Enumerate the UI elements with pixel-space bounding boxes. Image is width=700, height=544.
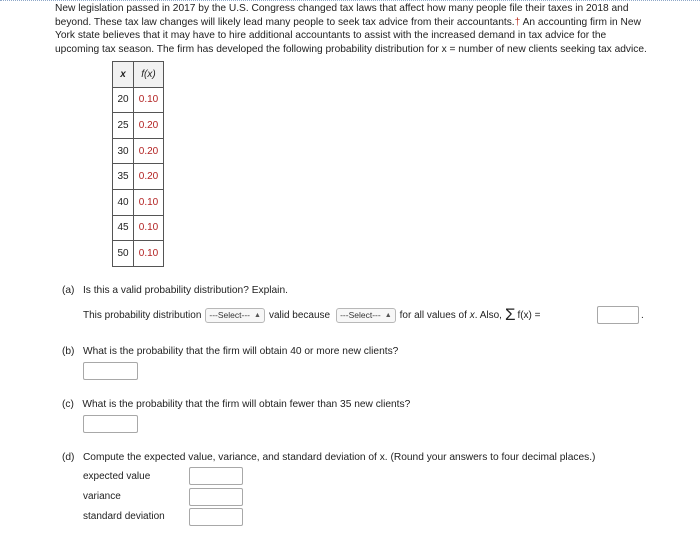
standard-deviation-input[interactable]: [189, 508, 243, 526]
table-row: [113, 215, 164, 241]
part-a-text-1: This probability distribution: [83, 309, 202, 321]
part-c-question-text: What is the probability that the firm will obtain fewer than 35 new clients?: [82, 399, 411, 410]
validity-select-value: ---Select---: [209, 310, 250, 320]
fx-cell: 0.20: [134, 164, 164, 190]
validity-select[interactable]: [205, 308, 265, 323]
part-a-text-2: valid because: [268, 309, 331, 321]
intro-line-2-text: beyond. These tax law changes will likely lead many people to seek tax advice from their accountants.: [55, 16, 515, 28]
part-c-question: [62, 399, 410, 410]
top-border: [0, 0, 700, 1]
header-x: x: [113, 62, 134, 88]
x-cell: 35: [113, 164, 134, 190]
part-b-answer-input[interactable]: [83, 362, 138, 380]
table-row: [113, 87, 164, 113]
sum-fx-input[interactable]: [597, 306, 639, 324]
part-a-question-text: Is this a valid probability distribution? Explain.: [82, 285, 288, 296]
fx-cell: 0.10: [134, 189, 164, 215]
part-d-label: (d): [62, 452, 75, 463]
intro-line-2: [55, 16, 685, 30]
table-row: [113, 189, 164, 215]
variance-label: variance: [83, 491, 121, 502]
variance-input[interactable]: [189, 488, 243, 506]
part-a-text-4: . Also,: [474, 309, 502, 321]
standard-deviation-label: standard deviation: [83, 511, 165, 522]
x-cell: 40: [113, 189, 134, 215]
sigma-symbol: Σ: [504, 305, 516, 324]
part-b-question-text: What is the probability that the firm will obtain 40 or more new clients?: [82, 346, 399, 357]
part-d-question-text: Compute the expected value, variance, and standard deviation of x. (Round your answers to four decimal places.): [82, 452, 596, 463]
x-cell: 25: [113, 113, 134, 139]
part-a-period: .: [641, 310, 644, 321]
reason-select[interactable]: [336, 308, 396, 323]
table-header-row: [113, 62, 164, 88]
part-b-question: [62, 346, 398, 357]
footnote-dagger-link[interactable]: †: [514, 16, 521, 28]
expected-value-input[interactable]: [189, 467, 243, 485]
select-arrow-icon: ▲︎: [384, 311, 392, 319]
intro-line-2-rest: An accounting firm in New: [520, 16, 641, 28]
part-c-answer-input[interactable]: [83, 415, 138, 433]
x-cell: 20: [113, 87, 134, 113]
table-row: [113, 138, 164, 164]
expected-value-label: expected value: [83, 471, 151, 482]
table-row: [113, 164, 164, 190]
problem-intro: [55, 2, 685, 56]
fx-cell: 0.10: [134, 241, 164, 267]
part-a-text-3: for all values of: [399, 309, 467, 321]
fx-cell: 0.20: [134, 113, 164, 139]
part-c-label: (c): [62, 399, 74, 410]
intro-line-4: upcoming tax season. The firm has developed the following probability distribution for x = number of new clients seeking tax advice.: [55, 43, 647, 55]
header-fx: f(x): [134, 62, 164, 88]
fx-cell: 0.10: [134, 215, 164, 241]
part-d-question: [62, 452, 595, 463]
part-a-answer-line: [83, 306, 541, 324]
part-a-label: (a): [62, 285, 75, 296]
intro-line-1: New legislation passed in 2017 by the U.S. Congress changed tax laws that affect how many people file their taxes in 2018 and: [55, 3, 629, 14]
variable-x: x: [469, 309, 475, 321]
fx-cell: 0.20: [134, 138, 164, 164]
table-row: [113, 113, 164, 139]
fx-cell: 0.10: [134, 87, 164, 113]
x-cell: 30: [113, 138, 134, 164]
table-row: [113, 241, 164, 267]
x-cell: 50: [113, 241, 134, 267]
part-b-label: (b): [62, 346, 75, 357]
select-arrow-icon: ▲︎: [254, 311, 261, 319]
x-cell: 45: [113, 215, 134, 241]
intro-line-3: York state believes that it may have to hire additional accountants to assist with the increased demand in tax advice for the: [55, 30, 607, 42]
fx-equals: f(x) =: [517, 309, 541, 321]
reason-select-value: ---Select---: [340, 310, 381, 320]
probability-table: [112, 61, 164, 267]
part-a-question: [62, 285, 288, 296]
